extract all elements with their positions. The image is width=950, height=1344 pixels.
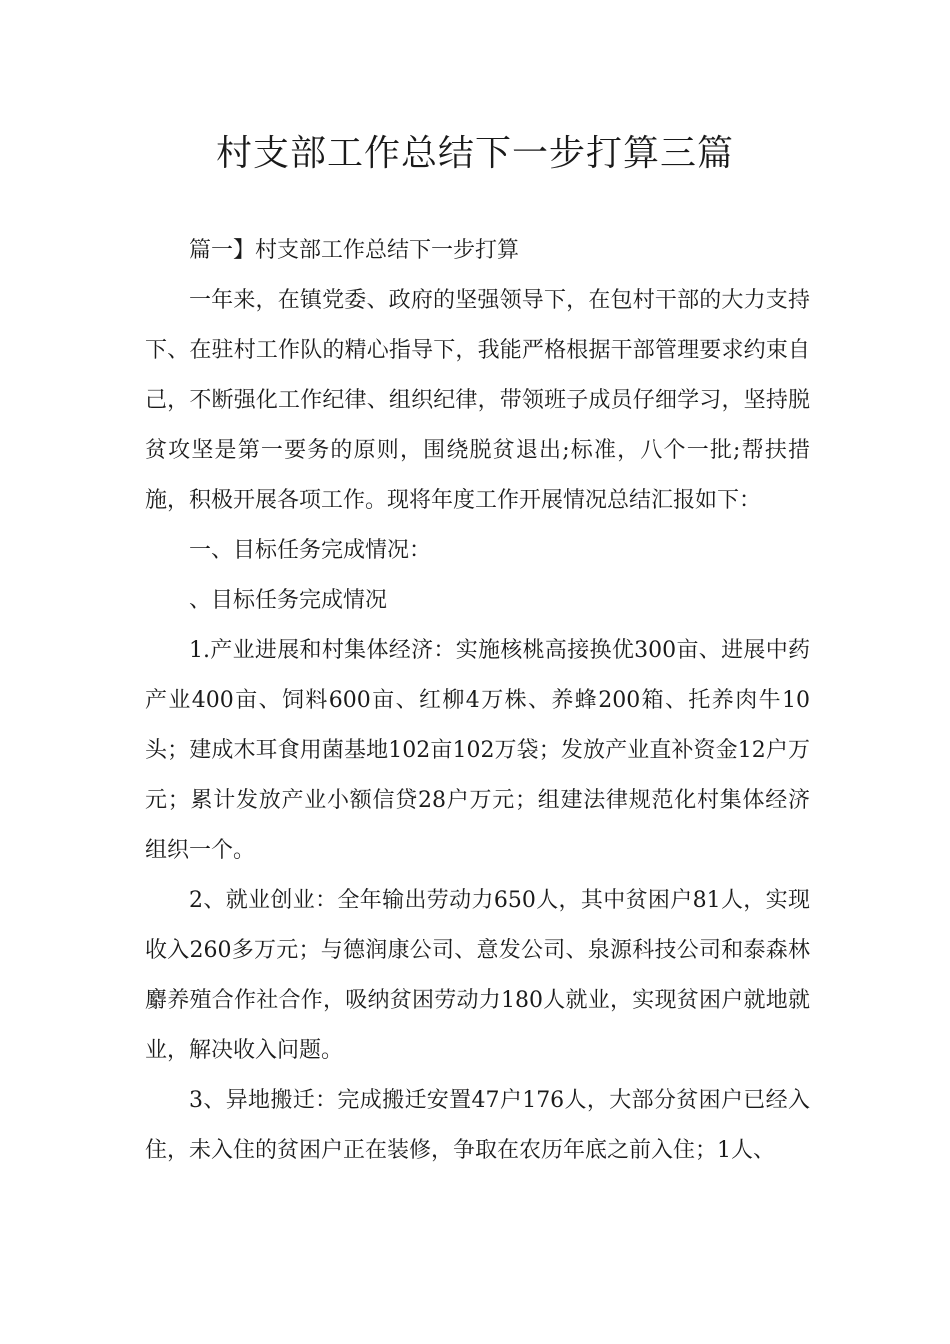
document-body xyxy=(145,226,810,1176)
document-title: 村支部工作总结下一步打算三篇 xyxy=(215,133,734,174)
paragraph-industry: 1.产业进展和村集体经济：实施核桃高接换优300亩、进展中药产业400亩、饲料600亩、红柳4万株、养蜂200箱、托养肉牛10头；建成木耳食用菌基地102亩102万袋；发放产业直补资金12户万元；累计发放产业小额信贷28户万元；组建法律规范化村集体经济组织一个。 xyxy=(145,638,810,863)
paragraph-relocation: 3、异地搬迁：完成搬迁安置47户176人，大部分贫困户已经入住，未入住的贫困户正在装修，争取在农历年底之前入住；1人、 xyxy=(145,1088,810,1163)
paragraph-intro: 一年来，在镇党委、政府的坚强领导下，在包村干部的大力支持下、在驻村工作队的精心指导下，我能严格根据干部管理要求约束自己，不断强化工作纪律、组织纪律，带领班子成员仔细学习，坚持脱贫攻坚是第一要务的原则，围绕脱贫退出;标准，八个一批;帮扶措施，积极开展各项工作。现将年度工作开展情况总结汇报如下： xyxy=(145,288,810,513)
paragraph-heading-2: 、目标任务完成情况 xyxy=(189,588,388,613)
paragraph-heading-1: 一、目标任务完成情况： xyxy=(189,538,432,563)
section-heading: 篇一】村支部工作总结下一步打算 xyxy=(189,238,520,263)
paragraph-employment: 2、就业创业：全年输出劳动力650人，其中贫困户81人，实现收入260多万元；与德润康公司、意发公司、泉源科技公司和泰森林麝养殖合作社合作，吸纳贫困劳动力180人就业，实现贫困户就地就业，解决收入问题。 xyxy=(145,888,810,1063)
